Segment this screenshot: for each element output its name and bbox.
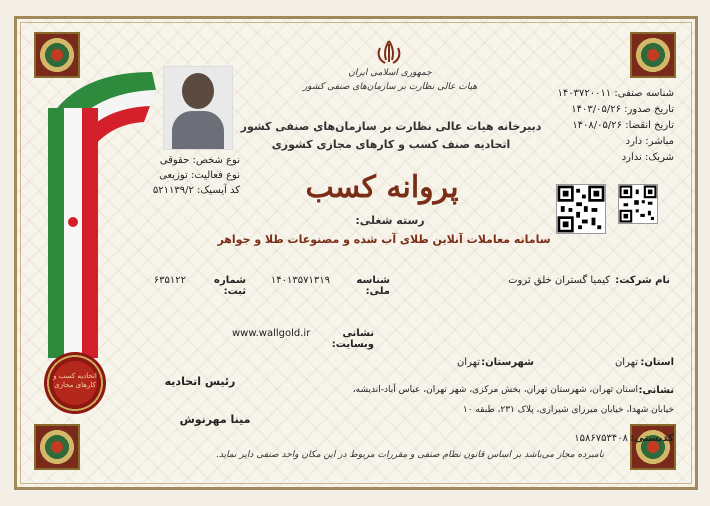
iran-emblem-icon [374, 38, 404, 68]
qr-code-icon[interactable] [556, 184, 606, 234]
union-name: اتحادیه صنف کسب و کارهای مجازی کشوری [271, 138, 511, 151]
postal-code-label: کدپستی: [630, 433, 674, 444]
city-label: شهرستان: [481, 357, 534, 368]
national-id: ۱۴۰۱۳۵۷۱۳۱۹ [270, 275, 330, 286]
qr-code-icon[interactable] [618, 184, 658, 224]
website-link[interactable]: www.wallgold.ir [232, 328, 311, 339]
company-name-label: نام شرکت: [615, 275, 670, 286]
website-label: نشانی وبسایت: [331, 328, 374, 350]
registration-label: شماره ثبت: [214, 275, 246, 297]
address-line-2: خیابان شهدا، خیابان میرزای شیرازی، پلاک ۲۳۱، طبقه ۱۰ [462, 405, 674, 415]
issue-date: تاریخ صدور: ۱۴۰۳/۰۵/۲۶ [571, 104, 674, 115]
address-line-1: استان تهران، شهرستان تهران، بخش مرکزی، شهر تهران، عباس آباد-اندیشه، [352, 385, 638, 395]
province-label: استان: [640, 357, 674, 368]
national-id-label: شناسه ملی: [356, 275, 390, 297]
license-title: پروانه کسب [305, 170, 459, 205]
iran-flag-ribbon-icon [44, 62, 156, 362]
signatory-role: رئیس اتحادیه [164, 375, 236, 388]
corner-ornament-icon [630, 424, 676, 470]
manager-status: مباشر: دارد [625, 136, 674, 147]
signatory-name: مینا مهرنوش [179, 413, 251, 426]
union-id: شناسه صنفی: ۱۴۰۳۷۲۰۰۱۱ [557, 88, 674, 99]
secretariat-name: دبیرخانه هیات عالی نظارت بر سازمان‌های صنفی کشور [240, 120, 542, 133]
person-photo [163, 66, 233, 150]
board-name: هیات عالی نظارت بر سازمان‌های صنفی کشور [302, 82, 478, 92]
field-value: سامانه معاملات آنلاین طلای آب شده و مصنوعات طلا و جواهر [217, 233, 551, 246]
republic-name: جمهوری اسلامی ایران [348, 68, 432, 78]
field-label: رسته شغلی: [355, 214, 425, 227]
footer-note: نامبرده مجاز می‌باشد بر اساس قانون نظام صنفی و مقررات مربوط در این مکان واحد صنفی دایر نماید. [215, 450, 604, 460]
corner-ornament-icon [630, 32, 676, 78]
corner-ornament-icon [34, 424, 80, 470]
registration-number: ۶۳۵۱۲۲ [153, 275, 186, 286]
partner-status: شریک: ندارد [621, 152, 674, 163]
seal-text: اتحادیه کسب و کارهای مجازی [53, 372, 97, 389]
address-label: نشانی: [638, 385, 674, 396]
expire-date: تاریخ انقضا: ۱۴۰۸/۰۵/۲۶ [572, 120, 674, 131]
activity-type: نوع فعالیت: توزیعی [159, 170, 240, 181]
province-value: تهران [614, 357, 638, 368]
isic-code: کد آیسیک: ۵۲۱۱۳۹/۲ [152, 185, 240, 196]
postal-code: ۱۵۸۶۷۵۳۴۰۸ [574, 433, 628, 444]
company-name: کیمیا گستران خلق ثروت [508, 275, 610, 286]
city-value: تهران [456, 357, 480, 368]
person-type: نوع شخص: حقوقی [159, 155, 240, 166]
